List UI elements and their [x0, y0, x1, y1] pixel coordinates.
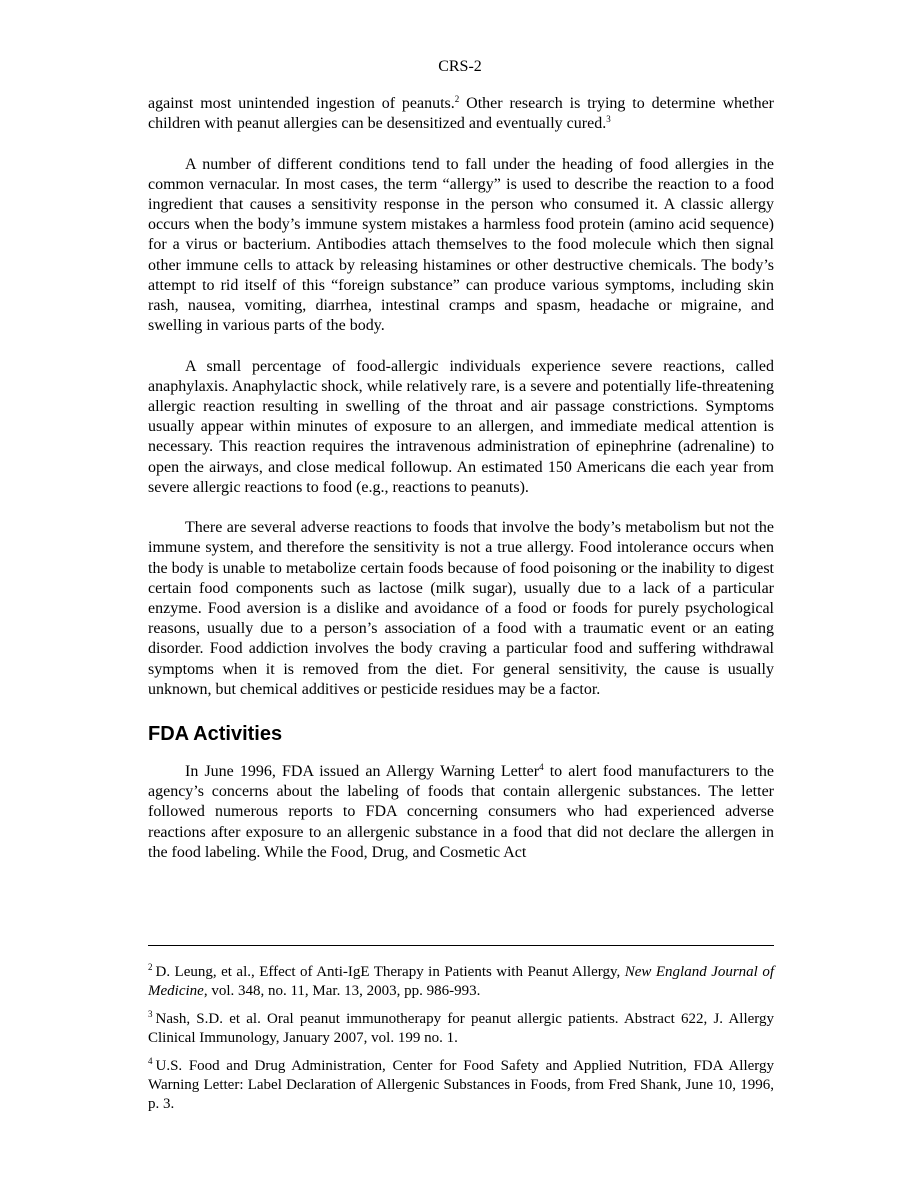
footnote-2: [148, 963, 774, 1001]
footnote-2-text-b: , vol. 348, no. 11, Mar. 13, 2003, pp. 986-993.: [203, 983, 481, 999]
footnote-ref-3: 3: [606, 114, 611, 125]
paragraph-1-text-b: Other research is trying to determine whether children with peanut allergies can be desensitized and eventually cured.: [148, 95, 774, 133]
footnote-2-text-a: D. Leung, et al., Effect of Anti-IgE Therapy in Patients with Peanut Allergy,: [155, 964, 625, 980]
paragraph-fda-text-a: In June 1996, FDA issued an Allergy Warning Letter: [185, 763, 540, 781]
footnote-ref-2: 2: [454, 94, 460, 104]
footnote-4-number: 4: [148, 1056, 153, 1066]
footnote-4-text: U.S. Food and Drug Administration, Center for Food Safety and Applied Nutrition, FDA Allergy Warning Letter: Label Declaration of Allergenic Substances in Foods, from Fred Shank, June 10, 1996, p. 3.: [148, 1058, 774, 1112]
footnote-2-number: 2: [148, 962, 153, 972]
section-heading-fda-activities: FDA Activities: [148, 723, 283, 746]
paragraph-fda-warning-letter: [148, 762, 774, 863]
footnote-ref-4: 4: [539, 762, 544, 773]
paragraph-non-allergic-reactions: There are several adverse reactions to foods that involve the body’s metabolism but not the immune system, and therefore the sensitivity is not a true allergy. Food intolerance occurs when the body is unable to metabolize certain foods because of food poisoning or the inability to digest certain food components such as lactose (milk sugar), usually due to a lack of a particular enzyme. Food aversion is a dislike and avoidance of a food or foods for purely psychological reasons, usually due to a person’s association of a food with a traumatic event or an eating disorder. Food addiction involves the body craving a particular food and suffering withdrawal symptoms when it is removed from the diet. For general sensitivity, the cause is usually unknown, but chemical additives or pesticide residues may be a factor.: [148, 519, 774, 698]
body-text: [148, 94, 774, 883]
footnote-3-number: 3: [148, 1009, 153, 1019]
paragraph-1-text-a: against most unintended ingestion of peanuts.: [148, 95, 455, 112]
page-header: CRS-2: [438, 58, 482, 75]
footnote-3: [148, 1010, 774, 1048]
paragraph-food-allergy-definition: A number of different conditions tend to fall under the heading of food allergies in the common vernacular. In most cases, the term “allergy” is used to describe the reaction to a food ingredient that causes a sensitivity response in the person who consumed it. A classic allergy occurs when the body’s immune system mistakes a harmless food protein (amino acid sequence) for a virus or bacterium. Antibodies attach themselves to the food molecule which then signal other immune cells to attack by releasing histamines or other destructive chemicals. The body’s attempt to rid itself of this “foreign substance” can produce various symptoms, including skin rash, nausea, vomiting, diarrhea, intestinal cramps and spasm, headache or migraine, and swelling in various parts of the body.: [148, 155, 774, 335]
paragraph-anaphylaxis: A small percentage of food-allergic individuals experience severe reactions, called anaphylaxis. Anaphylactic shock, while relatively rare, is a severe and potentially life-threatening allergic reaction resulting in swelling of the throat and air passage constrictions. Symptoms usually appear within minutes of exposure to an allergen, and immediate medical attention is necessary. This reaction requires the intravenous administration of epinephrine (adrenaline) to open the airways, and close medical followup. An estimated 150 Americans die each year from severe allergic reactions to food (e.g., reactions to peanuts).: [148, 357, 774, 496]
paragraph-1: [148, 94, 774, 134]
footnote-3-text: Nash, S.D. et al. Oral peanut immunotherapy for peanut allergic patients. Abstract 622, J. Allergy Clinical Immunology, January 2007, vol. 199 no. 1.: [148, 1011, 774, 1046]
footnote-divider: [148, 945, 774, 946]
paragraph-fda-text-b: to alert food manufacturers to the agency’s concerns about the labeling of foods that contain allergenic substances. The letter followed numerous reports to FDA concerning consumers who had experienced adverse reactions after exposure to an allergenic substance in a food that did not declare the allergen in the food labeling. While the Food, Drug, and Cosmetic Act: [148, 763, 774, 861]
footnotes: [148, 963, 774, 1123]
footnote-4: [148, 1057, 774, 1114]
footnote-2-journal: New England Journal of Medicine: [148, 964, 774, 999]
